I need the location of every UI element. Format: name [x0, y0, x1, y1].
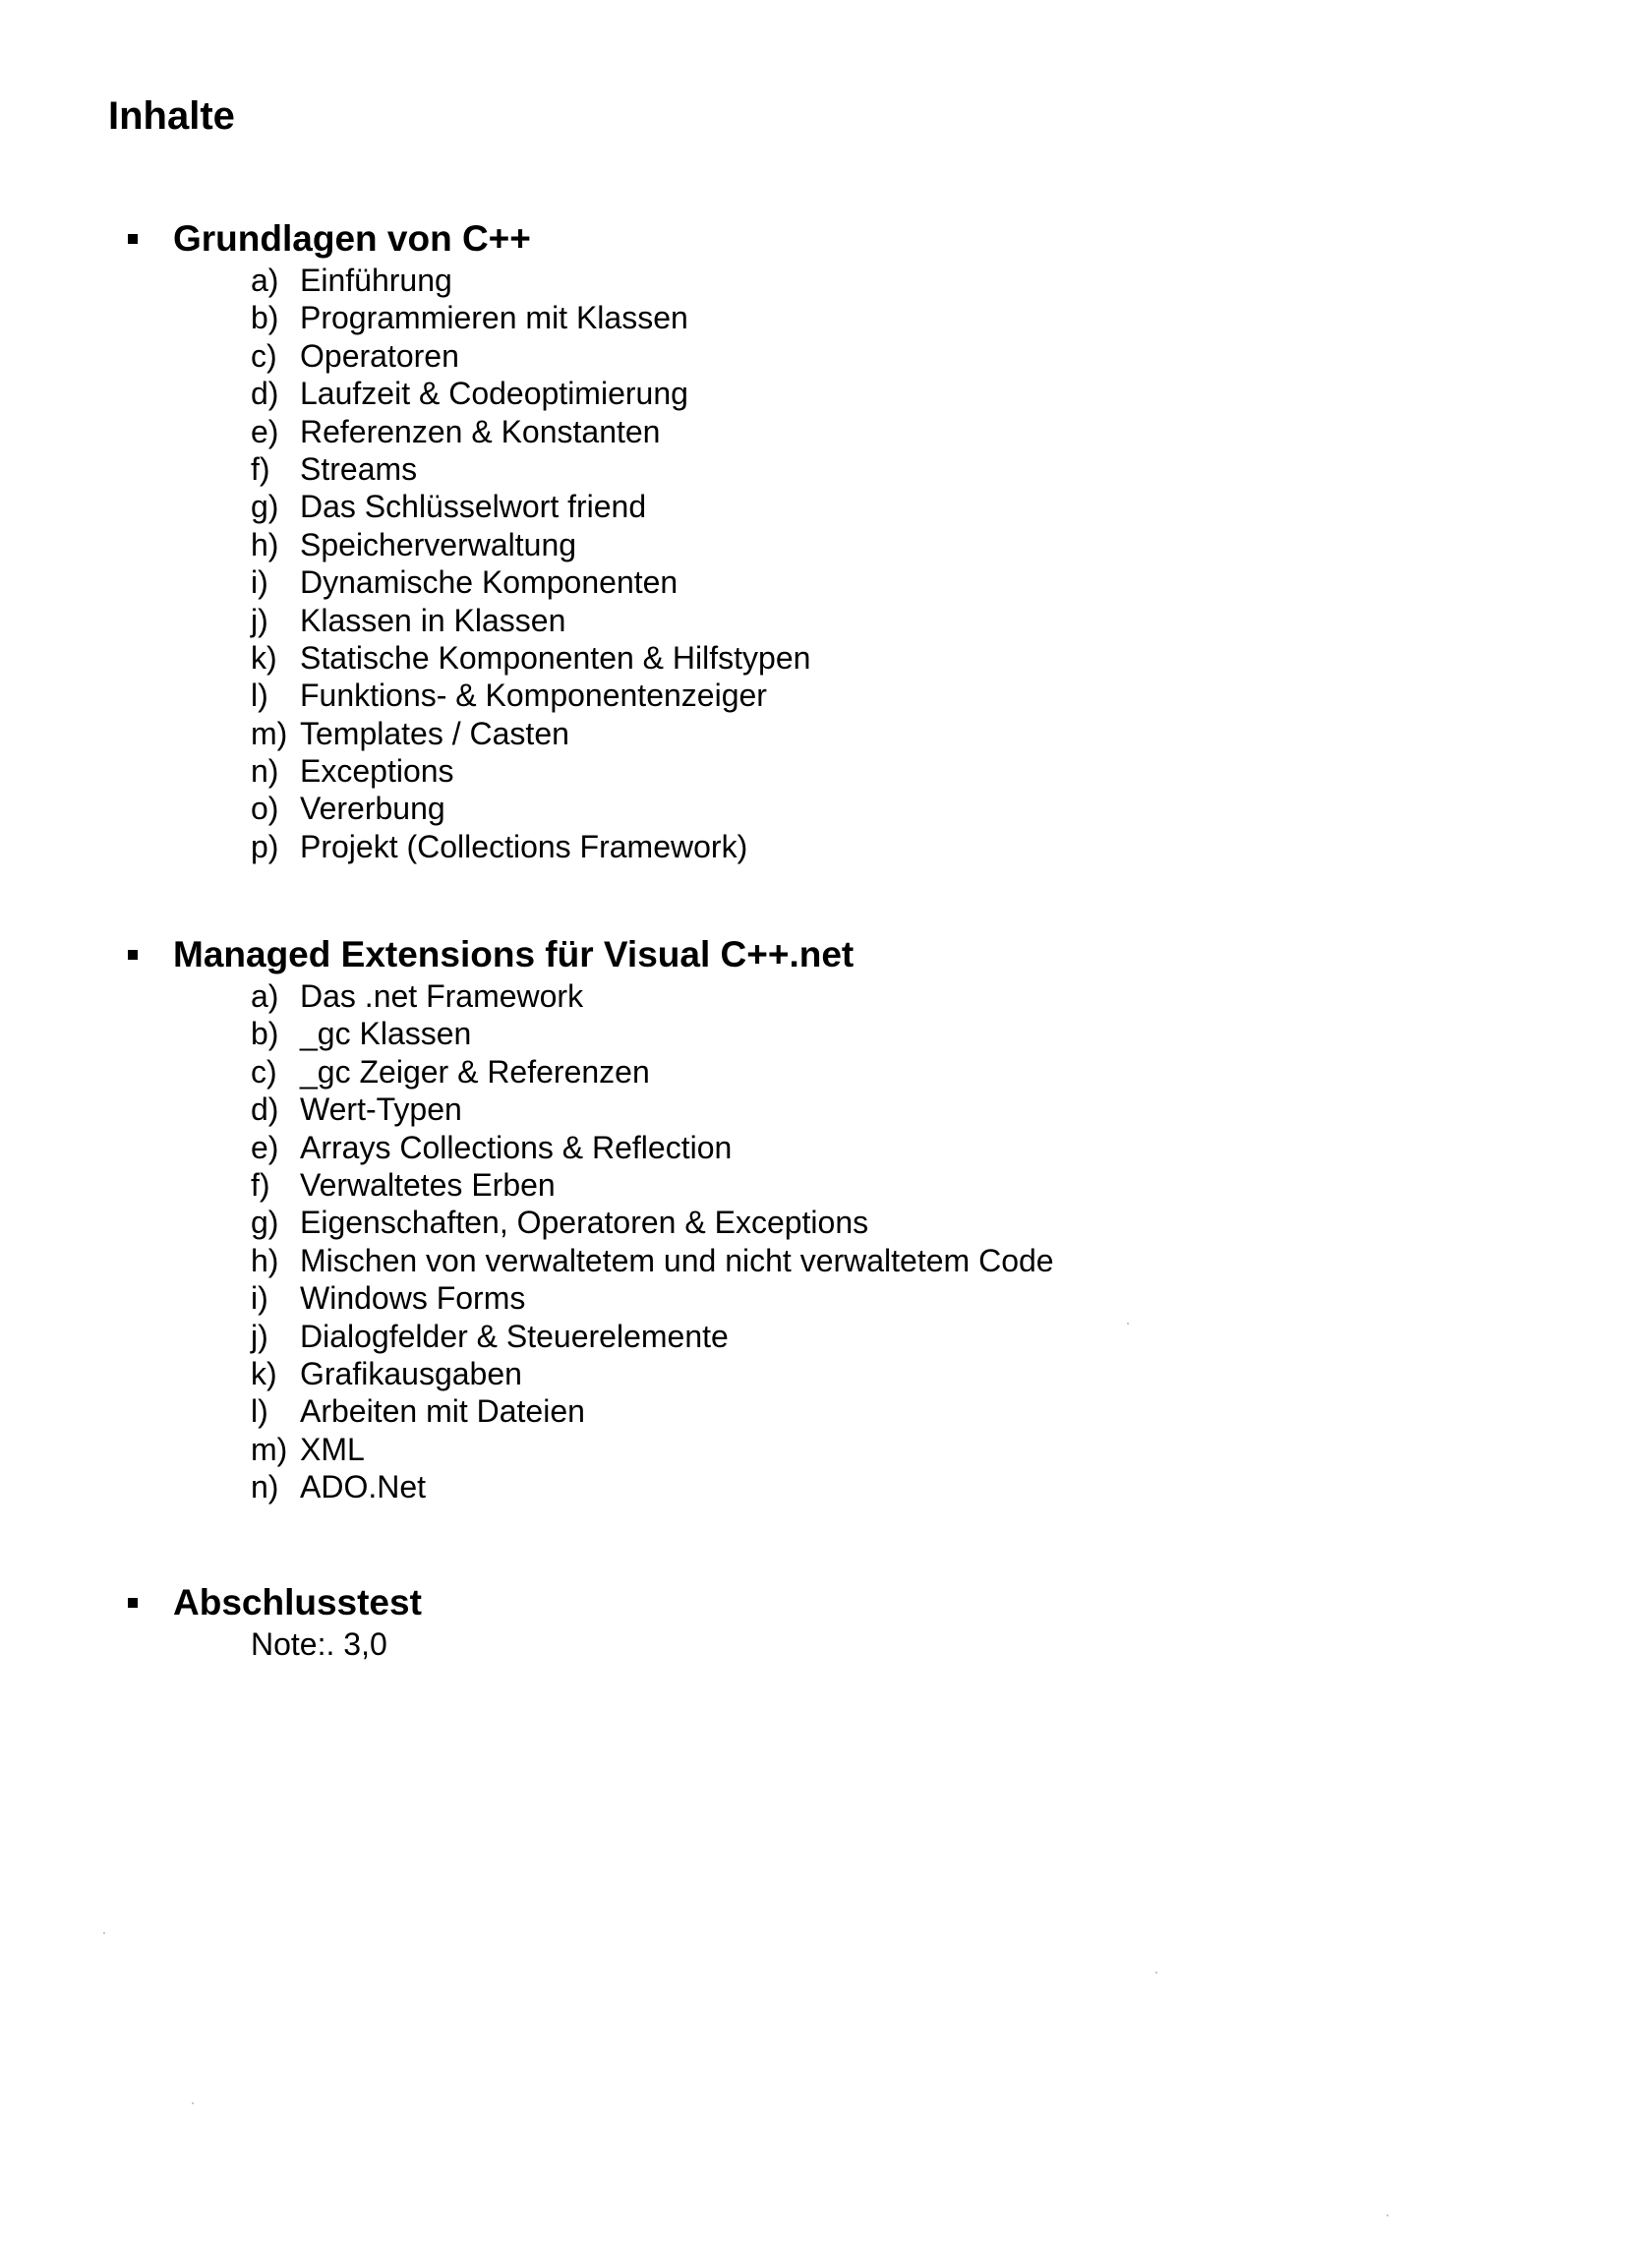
scan-speck — [1127, 1323, 1129, 1325]
item-text: Arrays Collections & Reflection — [300, 1129, 733, 1165]
item-text: Exceptions — [300, 753, 454, 790]
list-item — [251, 1318, 1054, 1355]
item-letter: c) — [251, 337, 277, 374]
item-letter: j) — [251, 1318, 268, 1354]
item-text: Eigenschaften, Operatoren & Exceptions — [300, 1205, 869, 1241]
item-letter: n) — [251, 1469, 279, 1505]
item-letter: p) — [251, 828, 279, 864]
list-item — [251, 639, 810, 677]
list-item — [251, 1468, 1054, 1505]
list-item — [251, 1129, 1054, 1166]
list-item — [251, 1015, 1054, 1052]
list-item — [251, 1053, 1054, 1091]
item-letter: k) — [251, 639, 277, 676]
item-text: Wert-Typen — [300, 1091, 462, 1128]
item-text: ADO.Net — [300, 1469, 427, 1505]
section-grundlagen — [128, 216, 810, 865]
item-letter: k) — [251, 1355, 277, 1391]
item-letter: c) — [251, 1053, 277, 1090]
item-text: Mischen von verwaltetem und nicht verwaltetem Code — [300, 1242, 1054, 1278]
item-letter: h) — [251, 526, 279, 562]
item-letter: l) — [251, 678, 268, 714]
item-letter: b) — [251, 300, 279, 336]
item-letter: i) — [251, 564, 268, 601]
item-text: XML — [300, 1431, 365, 1467]
item-text: Dynamische Komponenten — [300, 564, 678, 601]
list-item — [251, 977, 1054, 1015]
item-text: _gc Klassen — [300, 1016, 472, 1052]
section-managed-extensions — [128, 932, 1054, 1505]
list-item — [251, 602, 810, 639]
item-letter: j) — [251, 602, 268, 638]
item-text: Das .net Framework — [300, 978, 584, 1014]
list-item — [251, 337, 810, 375]
item-text: Streams — [300, 450, 418, 487]
grade-note: Note:. 3,0 — [251, 1626, 387, 1662]
section-heading — [128, 1580, 422, 1625]
item-text: Windows Forms — [300, 1280, 526, 1317]
item-text: Speicherverwaltung — [300, 526, 577, 562]
list-item — [251, 450, 810, 488]
item-letter: b) — [251, 1016, 279, 1052]
item-list — [251, 262, 810, 865]
list-item — [251, 715, 810, 752]
page-title: Inhalte — [108, 94, 235, 138]
item-letter: o) — [251, 791, 279, 827]
list-item — [251, 262, 810, 299]
list-item — [251, 1279, 1054, 1317]
section-title: Managed Extensions für Visual C++.net — [173, 934, 855, 974]
list-item — [251, 1204, 1054, 1241]
bullet-icon — [128, 950, 138, 960]
item-text: Das Schlüsselwort friend — [300, 489, 647, 525]
list-item — [251, 299, 810, 336]
item-letter: m) — [251, 715, 288, 751]
list-item — [251, 790, 810, 827]
item-letter: d) — [251, 376, 279, 412]
scan-speck — [192, 2102, 194, 2104]
list-item — [251, 1242, 1054, 1279]
item-letter: f) — [251, 450, 270, 487]
list-item — [251, 488, 810, 525]
list-item — [251, 563, 810, 601]
section-title: Grundlagen von C++ — [173, 218, 531, 259]
item-text: Projekt (Collections Framework) — [300, 828, 748, 864]
item-text: Referenzen & Konstanten — [300, 413, 661, 449]
item-letter: h) — [251, 1242, 279, 1278]
list-item — [251, 752, 810, 790]
item-letter: e) — [251, 413, 279, 449]
item-text: Einführung — [300, 263, 452, 298]
scan-speck — [1155, 1972, 1157, 1974]
item-letter: d) — [251, 1091, 279, 1128]
item-text: Vererbung — [300, 791, 445, 827]
item-letter: a) — [251, 263, 279, 298]
item-letter: m) — [251, 1431, 288, 1467]
bullet-icon — [128, 1598, 138, 1608]
item-text: Operatoren — [300, 337, 459, 374]
item-letter: g) — [251, 489, 279, 525]
item-text: Grafikausgaben — [300, 1355, 522, 1391]
item-list — [251, 977, 1054, 1505]
item-text: Verwaltetes Erben — [300, 1166, 556, 1203]
scan-speck — [1386, 2214, 1388, 2216]
item-text: Arbeiten mit Dateien — [300, 1393, 585, 1430]
item-letter: g) — [251, 1205, 279, 1241]
item-text: Programmieren mit Klassen — [300, 300, 688, 336]
item-text: Laufzeit & Codeoptimierung — [300, 376, 688, 412]
list-item — [251, 375, 810, 412]
list-item — [251, 1355, 1054, 1392]
item-letter: n) — [251, 753, 279, 790]
item-letter: l) — [251, 1393, 268, 1430]
section-abschlusstest — [128, 1580, 422, 1663]
list-item — [251, 413, 810, 450]
scan-speck — [103, 1932, 105, 1934]
list-item — [251, 526, 810, 563]
item-text: _gc Zeiger & Referenzen — [300, 1053, 650, 1090]
item-letter: i) — [251, 1280, 268, 1317]
section-title: Abschlusstest — [173, 1582, 422, 1622]
item-letter: a) — [251, 978, 279, 1014]
list-item — [251, 677, 810, 714]
section-heading — [128, 932, 1054, 977]
list-item — [251, 828, 810, 865]
section-heading — [128, 216, 810, 262]
item-text: Templates / Casten — [300, 715, 569, 751]
item-text: Klassen in Klassen — [300, 602, 566, 638]
list-item — [251, 1091, 1054, 1128]
list-item — [251, 1392, 1054, 1430]
item-letter: f) — [251, 1166, 270, 1203]
list-item — [251, 1431, 1054, 1468]
item-text: Funktions- & Komponentenzeiger — [300, 678, 767, 714]
list-item — [251, 1166, 1054, 1204]
item-letter: e) — [251, 1129, 279, 1165]
item-text: Dialogfelder & Steuerelemente — [300, 1318, 729, 1354]
bullet-icon — [128, 234, 138, 244]
item-text: Statische Komponenten & Hilfstypen — [300, 639, 811, 676]
